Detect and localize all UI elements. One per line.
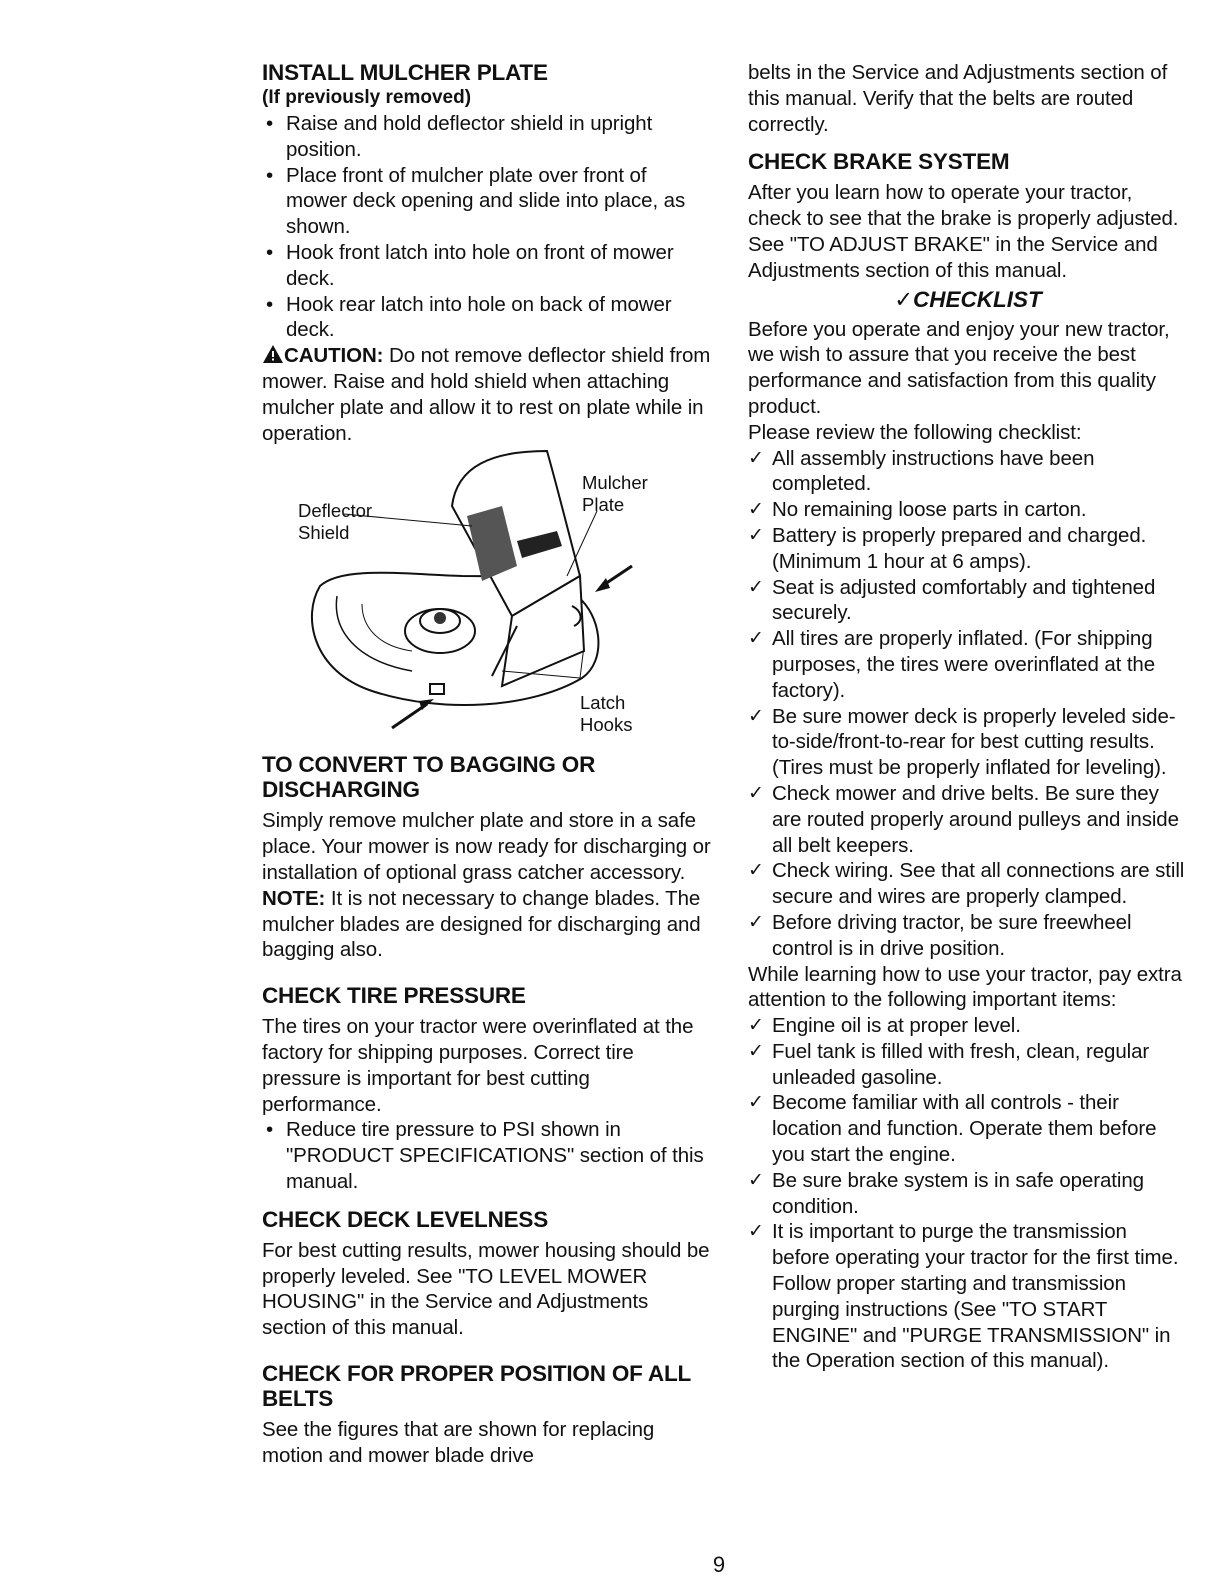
list-item: • Reduce tire pressure to PSI shown in "PRODUCT SPECIFICATIONS" section of this manual. xyxy=(262,1117,712,1194)
checklist-item: ✓ Check mower and drive belts. Be sure they are routed properly around pulleys and inside all belt keepers. xyxy=(748,781,1188,858)
mulcher-plate-figure xyxy=(262,446,712,746)
learning-items xyxy=(748,1013,1188,1374)
checklist-item: ✓ Engine oil is at proper level. xyxy=(748,1013,1188,1039)
latch-hooks-label: Latch Hooks xyxy=(580,692,633,736)
checklist-item: ✓ All assembly instructions have been completed. xyxy=(748,446,1188,498)
checklist-item: ✓ Fuel tank is filled with fresh, clean, regular unleaded gasoline. xyxy=(748,1039,1188,1091)
checklist-item: ✓ Become familiar with all controls - their location and function. Operate them before you start the engine. xyxy=(748,1090,1188,1167)
checklist-item: ✓ Be sure brake system is in safe operating condition. xyxy=(748,1168,1188,1220)
belts-position-heading: CHECK FOR PROPER POSITION OF ALL BELTS xyxy=(262,1360,691,1411)
deflector-shield-label: Deflector Shield xyxy=(298,500,373,544)
checklist-intro: Before you operate and enjoy your new tractor, we wish to assure that you receive the best performance and satisfaction from this quality product. xyxy=(748,317,1170,418)
belts-position-body: See the figures that are shown for replacing motion and mower blade drive xyxy=(262,1417,655,1467)
learning-intro: While learning how to use your tractor, pay extra attention to the following important items: xyxy=(748,962,1182,1012)
checklist-item: ✓ Check wiring. See that all connections are still secure and wires are properly clamped. xyxy=(748,858,1188,910)
checklist-item: ✓ All tires are properly inflated. (For shipping purposes, the tires were overinflated at the factory). xyxy=(748,626,1188,703)
note-paragraph xyxy=(262,886,712,963)
checklist-heading xyxy=(748,286,1188,313)
convert-bagging-heading: TO CONVERT TO BAGGING OR DISCHARGING xyxy=(262,752,596,803)
checklist-item: ✓ No remaining loose parts in carton. xyxy=(748,497,1188,523)
checklist-item: ✓ It is important to purge the transmission before operating your tractor for the first time. Follow proper starting and transmission purging instructions (See "TO START ENGINE" and "PURGE TRANSMISSION" in the Operation section of this manual). xyxy=(748,1219,1188,1374)
checklist-items xyxy=(748,446,1188,962)
install-mulcher-subtitle: (If previously removed) xyxy=(262,87,472,108)
install-steps-list xyxy=(262,111,712,343)
belts-continued-body: belts in the Service and Adjustments section of this manual. Verify that the belts are routed correctly. xyxy=(748,61,1168,136)
right-column xyxy=(748,60,1188,1374)
caution-text: Do not remove deflector shield from mower. Raise and hold shield when attaching mulcher plate and allow it to rest on plate while in operation. xyxy=(262,344,711,445)
checklist-item: ✓ Be sure mower deck is properly leveled side-to-side/front-to-rear for best cutting results. (Tires must be properly inflated for leveling). xyxy=(748,704,1188,781)
list-item: • Raise and hold deflector shield in upright position. xyxy=(262,111,712,163)
left-column xyxy=(262,60,712,1469)
list-item: • Hook front latch into hole on front of mower deck. xyxy=(262,240,712,292)
list-item: • Place front of mulcher plate over front of mower deck opening and slide into place, as shown. xyxy=(262,163,712,240)
list-item: • Hook rear latch into hole on back of mower deck. xyxy=(262,292,712,344)
deck-levelness-heading: CHECK DECK LEVELNESS xyxy=(262,1206,549,1232)
brake-system-heading: CHECK BRAKE SYSTEM xyxy=(748,149,1010,175)
checkmark-icon: ✓ xyxy=(894,286,914,312)
install-mulcher-heading: INSTALL MULCHER PLATE xyxy=(262,60,548,85)
tire-pressure-heading: CHECK TIRE PRESSURE xyxy=(262,983,526,1009)
page-number: 9 xyxy=(712,1552,726,1577)
warning-triangle-icon xyxy=(262,344,284,364)
brake-system-body: After you learn how to operate your tractor, check to see that the brake is properly adjusted. See "TO ADJUST BRAKE" in the Service and Adjustments section of this manual. xyxy=(748,181,1179,282)
tire-pressure-list xyxy=(262,1117,712,1194)
tire-pressure-body: The tires on your tractor were overinflated at the factory for shipping purposes. Correct tire pressure is important for best cutting performance. xyxy=(262,1015,694,1116)
caution-paragraph xyxy=(262,343,712,446)
deck-levelness-body: For best cutting results, mower housing should be properly leveled. See "TO LEVEL MOWER HOUSING" in the Service and Adjustments section of this manual. xyxy=(262,1238,710,1340)
caution-label: CAUTION: xyxy=(284,344,384,368)
convert-body: Simply remove mulcher plate and store in a safe place. Your mower is now ready for discharging or installation of optional grass catcher accessory. xyxy=(262,809,711,884)
note-text: It is not necessary to change blades. The mulcher blades are designed for discharging and bagging also. xyxy=(262,886,701,962)
checklist-item: ✓ Battery is properly prepared and charged. (Minimum 1 hour at 6 amps). xyxy=(748,523,1188,575)
checklist-review: Please review the following checklist: xyxy=(748,420,1082,444)
checklist-item: ✓ Seat is adjusted comfortably and tightened securely. xyxy=(748,575,1188,627)
note-label: NOTE: xyxy=(262,886,326,910)
checklist-title-text: CHECKLIST xyxy=(913,286,1042,312)
checklist-item: ✓ Before driving tractor, be sure freewheel control is in drive position. xyxy=(748,910,1188,962)
mulcher-plate-label: Mulcher Plate xyxy=(582,472,648,516)
